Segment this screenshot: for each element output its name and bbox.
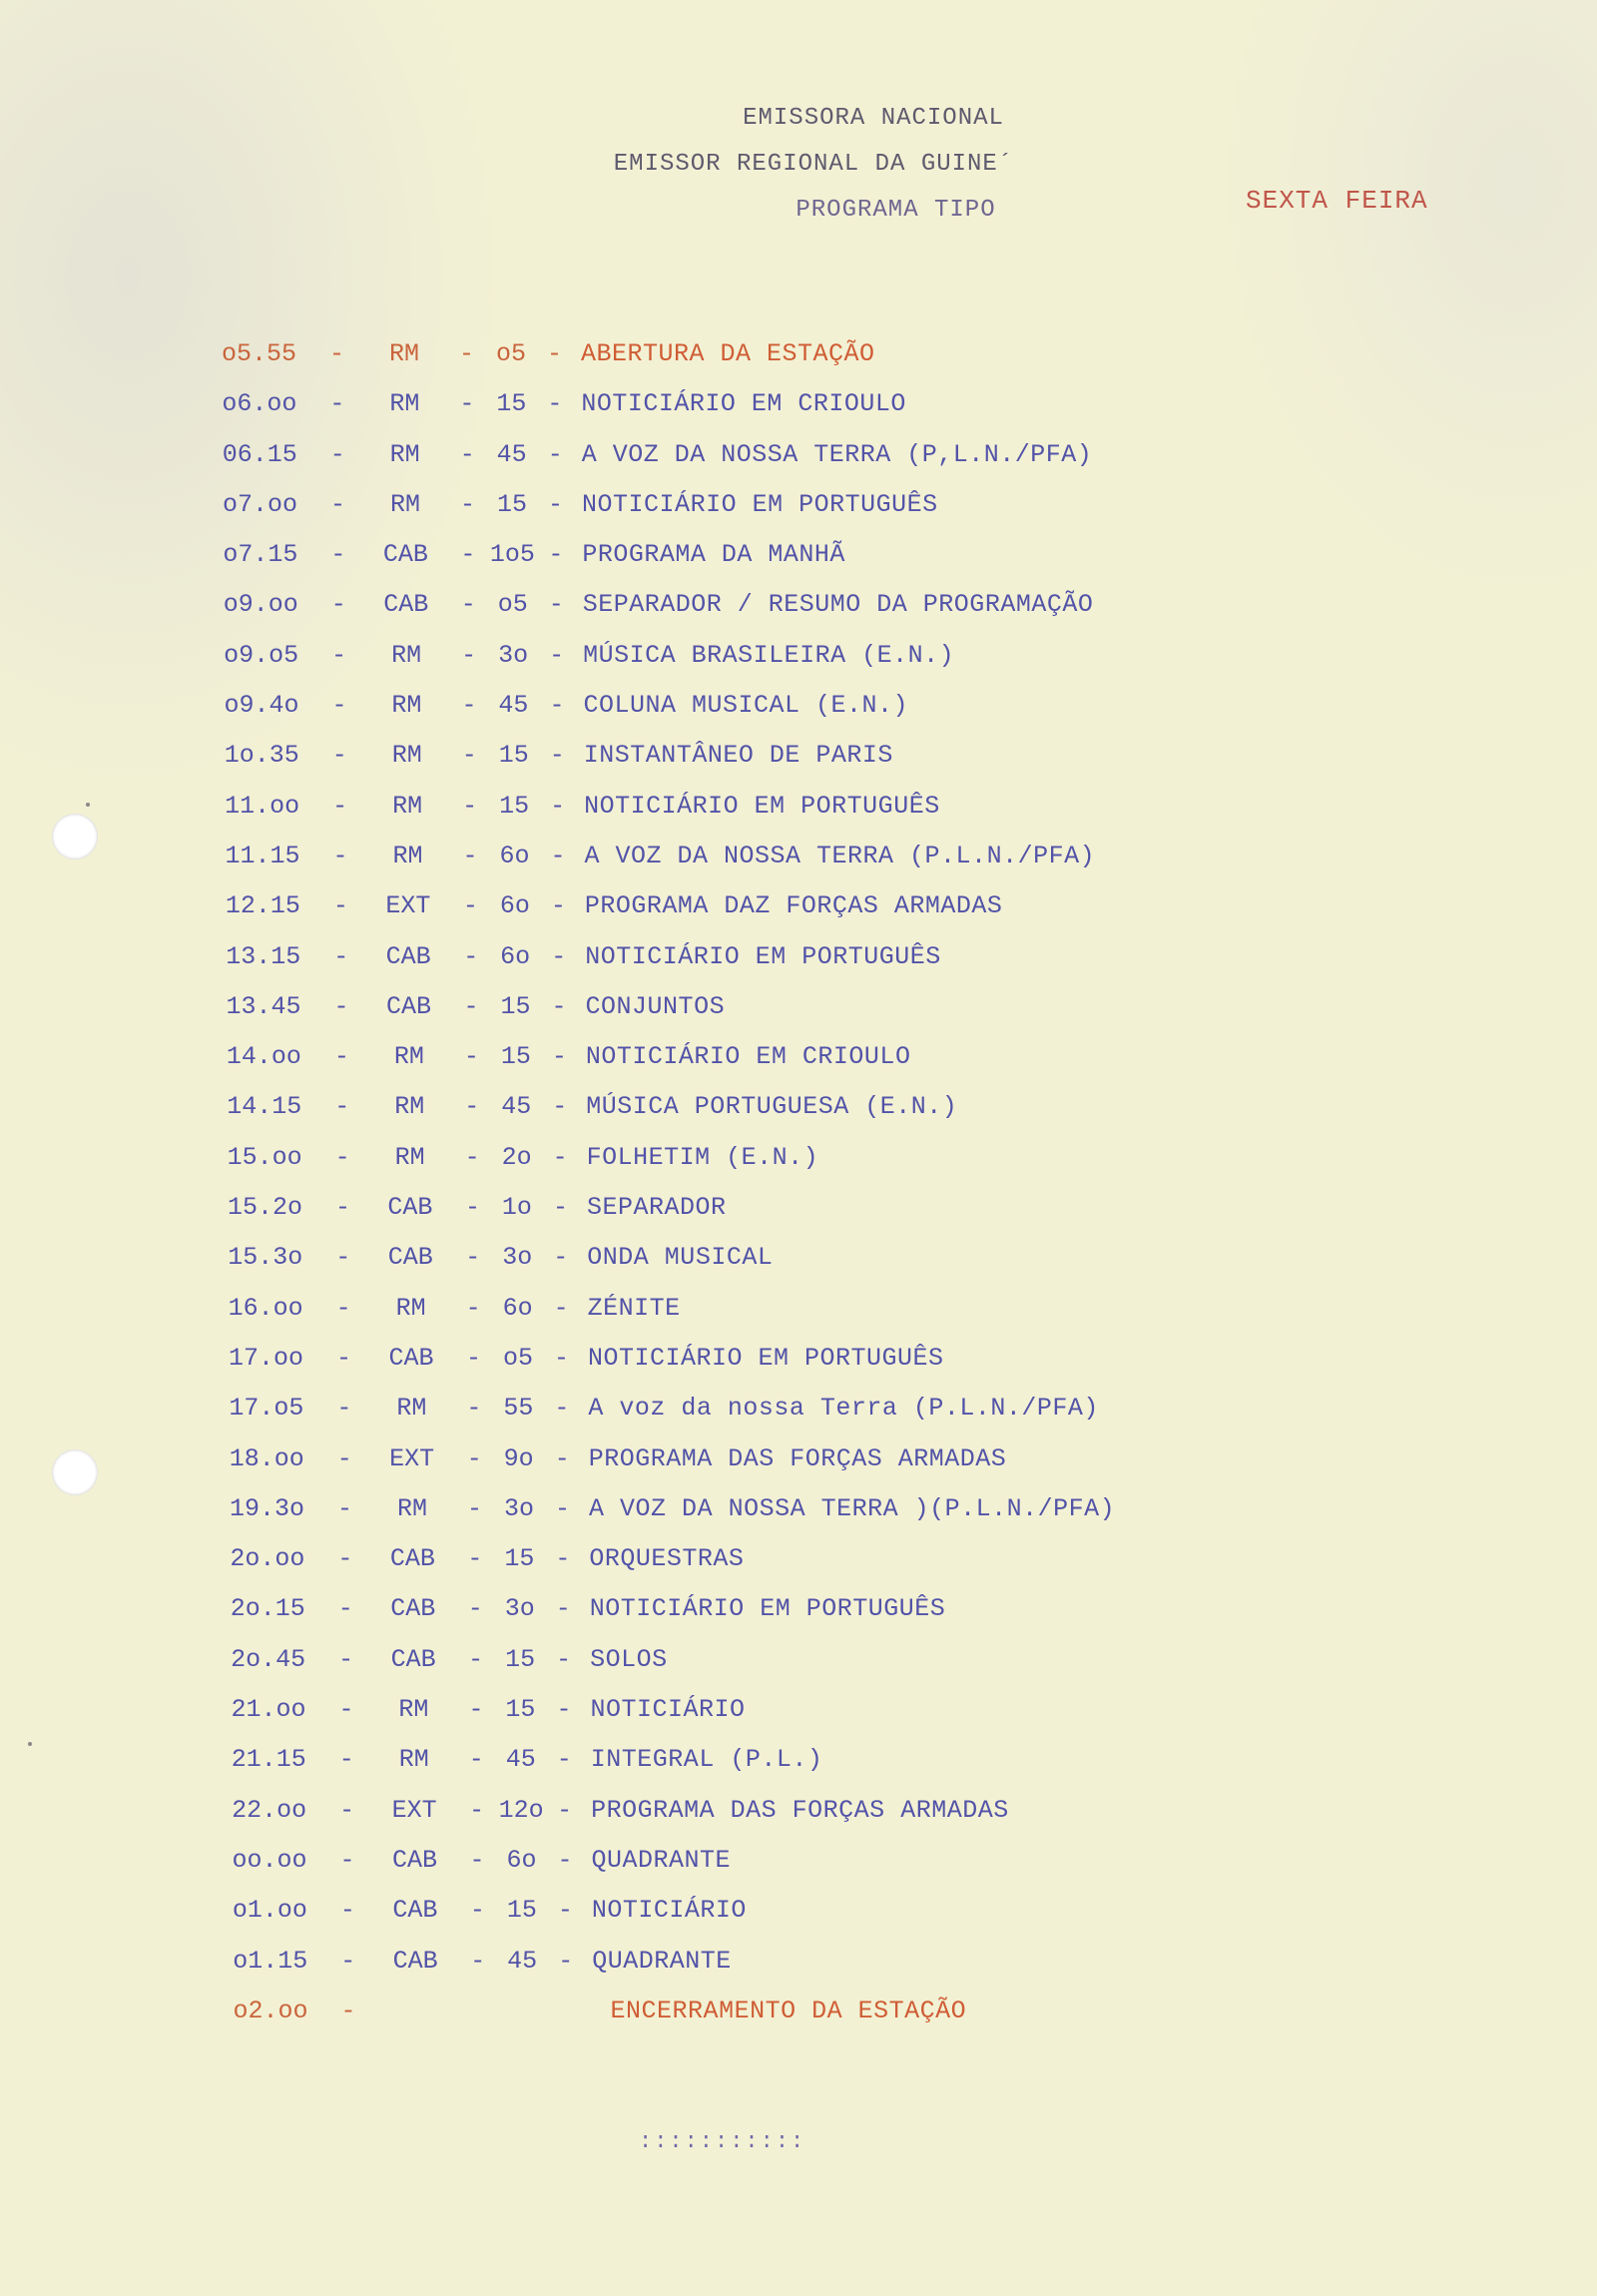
row-program-title: SEPARADOR / RESUMO DA PROGRAMAÇÃO — [582, 590, 1094, 620]
row-source: CAB — [389, 1544, 435, 1574]
row-time: 12.15 — [225, 891, 300, 921]
schedule-row — [0, 982, 1597, 1032]
row-separator: - — [550, 841, 566, 870]
row-separator: - — [549, 691, 565, 721]
row-separator: - — [329, 339, 345, 368]
row-source: CAB — [387, 1243, 433, 1273]
row-source: CAB — [391, 1845, 437, 1875]
row-separator: - — [460, 590, 476, 620]
row-duration: 45 — [507, 1946, 538, 1976]
row-separator: - — [459, 389, 475, 419]
row-source: RM — [393, 1042, 424, 1072]
row-separator: - — [332, 891, 348, 921]
schedule-row — [0, 1082, 1597, 1132]
row-separator: - — [556, 1695, 572, 1725]
row-source: RM — [389, 389, 420, 419]
row-source: RM — [395, 1293, 426, 1323]
row-separator: - — [461, 741, 477, 771]
row-program-title: MÚSICA BRASILEIRA (E.N.) — [583, 640, 955, 670]
row-separator: - — [339, 1845, 355, 1875]
row-source: RM — [398, 1745, 429, 1775]
row-program-title: NOTICIÁRIO — [590, 1695, 746, 1725]
row-separator: - — [551, 991, 567, 1021]
row-time: 11.oo — [225, 791, 300, 821]
row-separator: - — [554, 1443, 570, 1473]
row-source: CAB — [383, 590, 429, 620]
row-separator: - — [338, 1644, 354, 1674]
row-separator: - — [336, 1394, 352, 1424]
row-program-title: QUADRANTE — [592, 1946, 732, 1976]
row-separator: - — [556, 1644, 572, 1674]
row-duration: o5 — [495, 339, 526, 368]
schedule-row — [0, 1937, 1597, 1987]
row-duration: 3o — [502, 1243, 533, 1273]
schedule-row — [0, 1584, 1597, 1634]
row-separator: - — [547, 389, 563, 419]
row-duration: 15 — [500, 1042, 531, 1072]
row-program-title: PROGRAMA DAZ FORÇAS ARMADAS — [584, 891, 1003, 921]
row-separator: - — [466, 1443, 482, 1473]
row-separator: - — [464, 1142, 480, 1172]
row-separator: - — [467, 1493, 483, 1523]
row-duration: 6o — [499, 891, 530, 921]
row-duration: 6o — [502, 1293, 533, 1323]
row-time: oo.oo — [232, 1845, 307, 1875]
row-duration: 2o — [501, 1142, 532, 1172]
schedule-row — [0, 1987, 1597, 2036]
row-separator: - — [550, 891, 566, 921]
row-source: RM — [394, 1142, 425, 1172]
row-separator: - — [558, 1946, 574, 1976]
row-duration: 1o — [501, 1193, 532, 1223]
row-program-title: NOTICIÁRIO EM PORTUGUÊS — [588, 1343, 944, 1373]
row-program-title: ZÉNITE — [587, 1293, 681, 1323]
row-program-title: A VOZ DA NOSSA TERRA (P,L.N./PFA) — [581, 439, 1093, 469]
schedule-row — [0, 1435, 1597, 1484]
row-separator: - — [338, 1695, 354, 1725]
row-duration: 15 — [504, 1544, 535, 1574]
row-separator: - — [330, 489, 346, 519]
row-time: 17.oo — [229, 1343, 304, 1373]
schedule-row — [0, 1635, 1597, 1685]
row-duration: 6o — [500, 941, 531, 971]
row-separator: - — [332, 791, 348, 821]
row-separator: - — [548, 590, 564, 620]
row-time: 11.15 — [225, 841, 300, 870]
row-source: RM — [388, 339, 419, 368]
row-separator: - — [465, 1243, 481, 1273]
schedule-row — [0, 1384, 1597, 1434]
row-separator: - — [337, 1493, 353, 1523]
row-program-title: CONJUNTOS — [585, 991, 726, 1021]
row-source: CAB — [390, 1594, 436, 1624]
row-source: RM — [389, 439, 420, 469]
row-source: EXT — [385, 891, 431, 921]
row-separator: - — [339, 1896, 355, 1926]
schedule-row — [0, 1233, 1597, 1283]
row-separator: - — [334, 1092, 350, 1122]
row-program-title: ONDA MUSICAL — [587, 1243, 774, 1273]
row-separator: - — [466, 1394, 482, 1424]
row-separator: - — [461, 640, 477, 670]
schedule-row — [0, 731, 1597, 781]
row-time: o2.oo — [233, 1996, 308, 2025]
row-source: CAB — [385, 941, 431, 971]
row-time: 2o.15 — [230, 1594, 305, 1624]
row-separator: - — [330, 540, 346, 570]
schedule-row — [0, 379, 1597, 429]
row-duration: 3o — [504, 1493, 535, 1523]
row-separator: - — [551, 941, 567, 971]
row-separator: - — [553, 1293, 569, 1323]
row-time: 15.oo — [227, 1142, 302, 1172]
row-separator: - — [337, 1594, 353, 1624]
row-time: 2o.45 — [231, 1644, 306, 1674]
schedule-row — [0, 329, 1597, 379]
row-program-title: SEPARADOR — [586, 1193, 727, 1223]
row-time: 06.15 — [222, 439, 297, 469]
row-separator: - — [552, 1092, 568, 1122]
row-separator: - — [470, 1946, 486, 1976]
row-duration: 6o — [499, 841, 530, 870]
row-time: o1.oo — [232, 1896, 307, 1926]
row-separator: - — [459, 439, 475, 469]
row-duration: 15 — [499, 791, 530, 821]
row-program-title: PROGRAMA DAS FORÇAS ARMADAS — [591, 1795, 1009, 1825]
row-program-title: ENCERRAMENTO DA ESTAÇÃO — [610, 1996, 967, 2025]
row-source: RM — [398, 1695, 429, 1725]
row-separator: - — [468, 1695, 484, 1725]
row-time: o1.15 — [233, 1946, 308, 1976]
row-separator: - — [460, 540, 476, 570]
row-duration: 15 — [505, 1695, 536, 1725]
row-duration: 6o — [506, 1845, 537, 1875]
row-separator: - — [469, 1845, 485, 1875]
row-time: 18.oo — [229, 1443, 304, 1473]
schedule-row — [0, 430, 1597, 480]
row-duration: o5 — [502, 1343, 533, 1373]
schedule-row — [0, 1484, 1597, 1534]
row-separator: - — [555, 1493, 571, 1523]
row-separator: - — [463, 1042, 479, 1072]
row-program-title: NOTICIÁRIO EM CRIOULO — [585, 1042, 911, 1072]
row-time: o7.oo — [223, 489, 298, 519]
schedule-row — [0, 1836, 1597, 1886]
row-time: o5.55 — [222, 339, 297, 368]
row-separator: - — [334, 1193, 350, 1223]
row-separator: - — [463, 941, 479, 971]
row-separator: - — [339, 1795, 355, 1825]
row-separator: - — [551, 1042, 567, 1072]
row-duration: 15 — [496, 389, 527, 419]
row-separator: - — [547, 439, 563, 469]
row-program-title: INSTANTÂNEO DE PARIS — [583, 741, 893, 771]
row-source: RM — [391, 640, 422, 670]
row-source: RM — [392, 841, 423, 870]
row-separator: - — [548, 489, 564, 519]
row-time: o9.4o — [224, 691, 299, 721]
row-duration: 3o — [498, 640, 529, 670]
row-program-title: NOTICIÁRIO EM PORTUGUÊS — [585, 941, 941, 971]
row-program-title: QUADRANTE — [591, 1845, 732, 1875]
row-separator: - — [462, 791, 478, 821]
row-program-title: FOLHETIM (E.N.) — [586, 1142, 819, 1172]
row-separator: - — [336, 1343, 352, 1373]
row-program-title: A voz da nossa Terra (P.L.N./PFA) — [588, 1394, 1099, 1424]
row-separator: - — [331, 741, 347, 771]
row-separator: - — [554, 1394, 570, 1424]
row-separator: - — [463, 991, 479, 1021]
schedule-row — [0, 932, 1597, 982]
row-duration: 15 — [506, 1896, 537, 1926]
schedule-row — [0, 631, 1597, 681]
row-separator: - — [468, 1644, 484, 1674]
schedule-row — [0, 1183, 1597, 1233]
row-separator: - — [554, 1343, 570, 1373]
row-separator: - — [469, 1896, 485, 1926]
row-separator: - — [332, 841, 348, 870]
row-time: 1o.35 — [224, 741, 299, 771]
row-source: CAB — [388, 1343, 434, 1373]
row-separator: - — [333, 941, 349, 971]
row-separator: - — [557, 1845, 573, 1875]
row-source: CAB — [386, 991, 432, 1021]
row-separator: - — [549, 741, 565, 771]
footer-dots: ::::::::::: — [639, 2129, 806, 2154]
row-duration: 45 — [505, 1745, 536, 1775]
row-duration: 45 — [496, 439, 527, 469]
row-source: RM — [394, 1092, 425, 1122]
schedule-row — [0, 1534, 1597, 1584]
schedule-row — [0, 480, 1597, 530]
row-separator: - — [549, 640, 565, 670]
row-source: CAB — [390, 1644, 436, 1674]
row-separator: - — [555, 1544, 571, 1574]
row-separator: - — [465, 1293, 481, 1323]
row-separator: - — [331, 691, 347, 721]
row-time: 14.15 — [227, 1092, 302, 1122]
schedule-row — [0, 832, 1597, 881]
row-separator: - — [335, 1243, 351, 1273]
schedule-row — [0, 1886, 1597, 1936]
row-program-title: A VOZ DA NOSSA TERRA )(P.L.N./PFA) — [589, 1493, 1116, 1523]
row-separator: - — [552, 1193, 568, 1223]
row-separator: - — [335, 1293, 351, 1323]
row-duration: 1o5 — [489, 540, 535, 570]
row-separator: - — [466, 1343, 482, 1373]
row-source: EXT — [389, 1443, 435, 1473]
row-time: o6.oo — [222, 389, 297, 419]
row-program-title: NOTICIÁRIO EM PORTUGUÊS — [584, 791, 940, 821]
row-program-title: INTEGRAL (P.L.) — [590, 1745, 823, 1775]
row-separator: - — [333, 991, 349, 1021]
row-separator: - — [548, 540, 564, 570]
row-duration: 12o — [498, 1795, 544, 1825]
schedule-row — [0, 1133, 1597, 1183]
schedule-row — [0, 681, 1597, 731]
row-duration: 45 — [498, 691, 529, 721]
schedule-row — [0, 1786, 1597, 1836]
row-source: CAB — [382, 540, 428, 570]
row-time: 16.oo — [228, 1293, 303, 1323]
row-program-title: ABERTURA DA ESTAÇÃO — [581, 339, 875, 368]
row-separator: - — [459, 339, 475, 368]
row-separator: - — [468, 1745, 484, 1775]
schedule-row — [0, 1032, 1597, 1082]
row-separator: - — [334, 1142, 350, 1172]
row-duration: 45 — [501, 1092, 532, 1122]
schedule-row — [0, 580, 1597, 630]
row-separator: - — [467, 1594, 483, 1624]
row-program-title: NOTICIÁRIO EM CRIOULO — [581, 389, 906, 419]
row-separator: - — [464, 1092, 480, 1122]
row-separator: - — [553, 1243, 569, 1273]
row-separator: - — [460, 489, 476, 519]
row-program-title: A VOZ DA NOSSA TERRA (P.L.N./PFA) — [584, 841, 1096, 870]
row-time: 22.oo — [232, 1795, 307, 1825]
row-source: RM — [391, 741, 422, 771]
row-duration: 15 — [497, 489, 528, 519]
row-time: 21.oo — [231, 1695, 306, 1725]
row-separator: - — [331, 640, 347, 670]
row-source: RM — [392, 791, 423, 821]
row-separator: - — [547, 339, 563, 368]
row-source: RM — [390, 489, 421, 519]
row-separator: - — [333, 1042, 349, 1072]
schedule-row — [0, 881, 1597, 931]
row-separator: - — [464, 1193, 480, 1223]
row-program-title: NOTICIÁRIO EM PORTUGUÊS — [589, 1594, 946, 1624]
row-duration: 55 — [503, 1394, 534, 1424]
row-separator: - — [338, 1745, 354, 1775]
row-separator: - — [461, 691, 477, 721]
row-separator: - — [340, 1946, 356, 1976]
row-time: o9.oo — [223, 590, 298, 620]
row-program-title: MÚSICA PORTUGUESA (E.N.) — [586, 1092, 958, 1122]
row-duration: o5 — [497, 590, 528, 620]
row-source: RM — [396, 1394, 427, 1424]
row-time: 14.oo — [226, 1042, 301, 1072]
row-separator: - — [552, 1142, 568, 1172]
row-duration: 15 — [498, 741, 529, 771]
row-duration: 15 — [505, 1644, 536, 1674]
weekday-label: SEXTA FEIRA — [1246, 186, 1428, 216]
row-separator: - — [340, 1996, 356, 2025]
row-source: CAB — [392, 1896, 438, 1926]
row-program-title: SOLOS — [590, 1644, 668, 1674]
row-duration: 9o — [503, 1443, 534, 1473]
row-program-title: ORQUESTRAS — [589, 1544, 745, 1574]
row-program-title: PROGRAMA DA MANHÃ — [582, 540, 845, 570]
row-source: EXT — [391, 1795, 437, 1825]
row-program-title: NOTICIÁRIO EM PORTUGUÊS — [582, 489, 938, 519]
row-separator: - — [556, 1745, 572, 1775]
row-duration: 3o — [504, 1594, 535, 1624]
schedule-row — [0, 1685, 1597, 1735]
row-separator: - — [337, 1544, 353, 1574]
schedule-row — [0, 1735, 1597, 1785]
row-separator: - — [557, 1795, 573, 1825]
row-source: RM — [391, 691, 422, 721]
row-separator: - — [469, 1795, 485, 1825]
row-time: 15.3o — [228, 1243, 303, 1273]
row-program-title: PROGRAMA DAS FORÇAS ARMADAS — [588, 1443, 1007, 1473]
header-line-1: EMISSORA NACIONAL — [743, 105, 1004, 132]
row-separator: - — [557, 1896, 573, 1926]
row-separator: - — [329, 439, 345, 469]
row-time: 15.2o — [227, 1193, 302, 1223]
row-time: 19.3o — [230, 1493, 305, 1523]
row-program-title: NOTICIÁRIO — [591, 1896, 747, 1926]
row-time: 2o.oo — [230, 1544, 305, 1574]
schedule-table — [0, 329, 1597, 2036]
schedule-row — [0, 782, 1597, 832]
row-time: 17.o5 — [229, 1394, 304, 1424]
row-source: CAB — [387, 1193, 433, 1223]
schedule-row — [0, 1284, 1597, 1334]
row-separator: - — [462, 841, 478, 870]
row-time: 13.15 — [226, 941, 301, 971]
row-source: CAB — [392, 1946, 438, 1976]
row-time: o7.15 — [223, 540, 298, 570]
row-separator: - — [336, 1443, 352, 1473]
row-separator: - — [550, 791, 566, 821]
row-source: RM — [397, 1493, 428, 1523]
row-program-title: COLUNA MUSICAL (E.N.) — [583, 691, 908, 721]
row-time: 21.15 — [231, 1745, 306, 1775]
row-separator: - — [329, 389, 345, 419]
row-separator: - — [462, 891, 478, 921]
header-line-2: EMISSOR REGIONAL DA GUINE´ — [613, 151, 1014, 178]
schedule-row — [0, 1334, 1597, 1384]
schedule-row — [0, 530, 1597, 580]
row-separator: - — [467, 1544, 483, 1574]
row-duration: 15 — [500, 991, 531, 1021]
header-line-3: PROGRAMA TIPO — [796, 197, 996, 224]
row-time: 13.45 — [226, 991, 301, 1021]
row-time: o9.o5 — [224, 640, 299, 670]
row-separator: - — [555, 1594, 571, 1624]
row-separator: - — [330, 590, 346, 620]
